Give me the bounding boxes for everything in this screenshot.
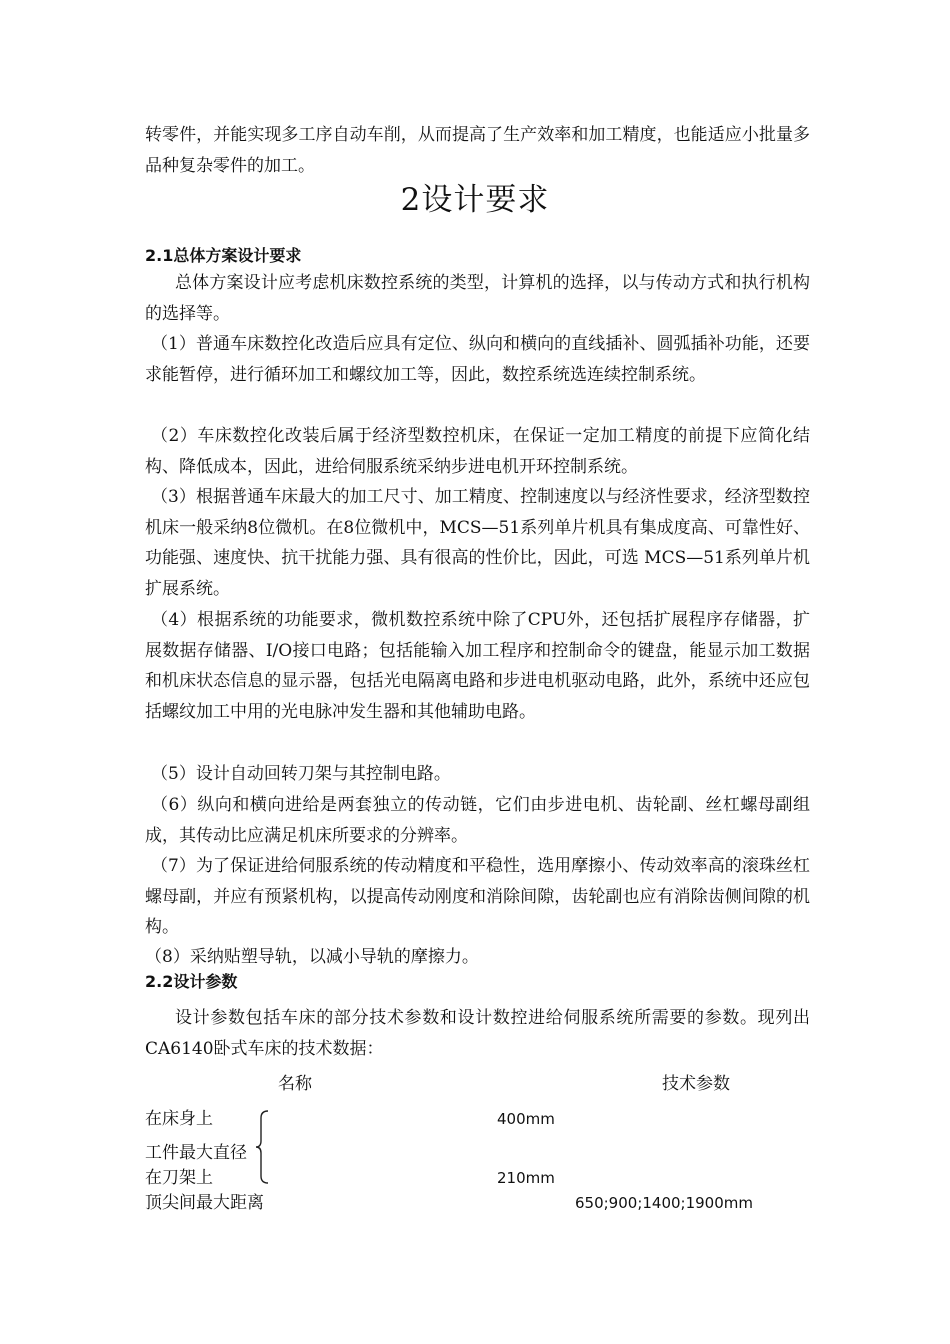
row-value-carriage: 210mm (497, 1169, 555, 1187)
requirement-item-2: （2）车床数控化改装后属于经济型数控机床，在保证一定加工精度的前提下应简化结构、降低成本，因此，进给伺服系统采纳步进电机开环控制系统。 (145, 426, 810, 477)
chapter-title: 2设计要求 (400, 182, 550, 218)
row-value-center-distance: 650;900;1400;1900mm (575, 1194, 753, 1212)
row-sub-label-carriage: 在刀架上 (145, 1168, 213, 1188)
column-header-parameter: 技术参数 (662, 1074, 730, 1094)
requirement-item-6: （6）纵向和横向进给是两套独立的传动链，它们由步进电机、齿轮副、丝杠螺母副组成，其传动比应满足机床所要求的分辨率。 (145, 795, 810, 846)
requirement-item-3: （3）根据普通车床最大的加工尺寸、加工精度、控制速度以与经济性要求，经济型数控机床一般采纳8位微机。在8位微机中，MCS—51系列单片机具有集成度高、可靠性好、功能强、速度快、抗干扰能力强、具有很高的性价比，因此，可选 MCS—51系列单片机扩展系统。 (145, 487, 810, 599)
requirement-item-1: （1）普通车床数控化改造后应具有定位、纵向和横向的直线插补、圆弧插补功能，还要求能暂停，进行循环加工和螺纹加工等，因此，数控系统选连续控制系统。 (145, 334, 810, 385)
requirement-item-5: （5）设计自动回转刀架与其控制电路。 (151, 764, 451, 784)
section-2-1-heading: 2.1总体方案设计要求 (145, 246, 302, 265)
section-2-2-intro: 设计参数包括车床的部分技术参数和设计数控进给伺服系统所需要的参数。现列出CA6140卧式车床的技术数据： (145, 1008, 810, 1059)
requirement-item-7: （7）为了保证进给伺服系统的传动精度和平稳性，选用摩擦小、传动效率高的滚珠丝杠螺母副，并应有预紧机构，以提高传动刚度和消除间隙，齿轮副也应有消除齿侧间隙的机构。 (145, 856, 810, 937)
column-header-name: 名称 (278, 1074, 312, 1094)
section-2-2-heading: 2.2设计参数 (145, 972, 238, 991)
row-label-max-diameter: 工件最大直径 (145, 1143, 247, 1163)
row-value-bed: 400mm (497, 1110, 555, 1128)
row-label-center-distance: 顶尖间最大距离 (145, 1193, 264, 1213)
intro-paragraph-tail: 转零件，并能实现多工序自动车削，从而提高了生产效率和加工精度，也能适应小批量多品种复杂零件的加工。 (145, 125, 810, 176)
requirement-item-8: （8）采纳贴塑导轨，以减小导轨的摩擦力。 (145, 947, 479, 967)
row-sub-label-bed: 在床身上 (145, 1109, 213, 1129)
brace-bracket (256, 1110, 270, 1184)
requirement-item-4: （4）根据系统的功能要求，微机数控系统中除了CPU外，还包括扩展程序存储器，扩展数据存储器、I/O接口电路；包括能输入加工程序和控制命令的键盘，能显示加工数据和机床状态信息的显示器，包括光电隔离电路和步进电机驱动电路，此外，系统中还应包括螺纹加工中用的光电脉冲发生器和其他辅助电路。 (145, 610, 810, 722)
section-2-1-intro: 总体方案设计应考虑机床数控系统的类型，计算机的选择，以与传动方式和执行机构的选择等。 (145, 273, 810, 324)
